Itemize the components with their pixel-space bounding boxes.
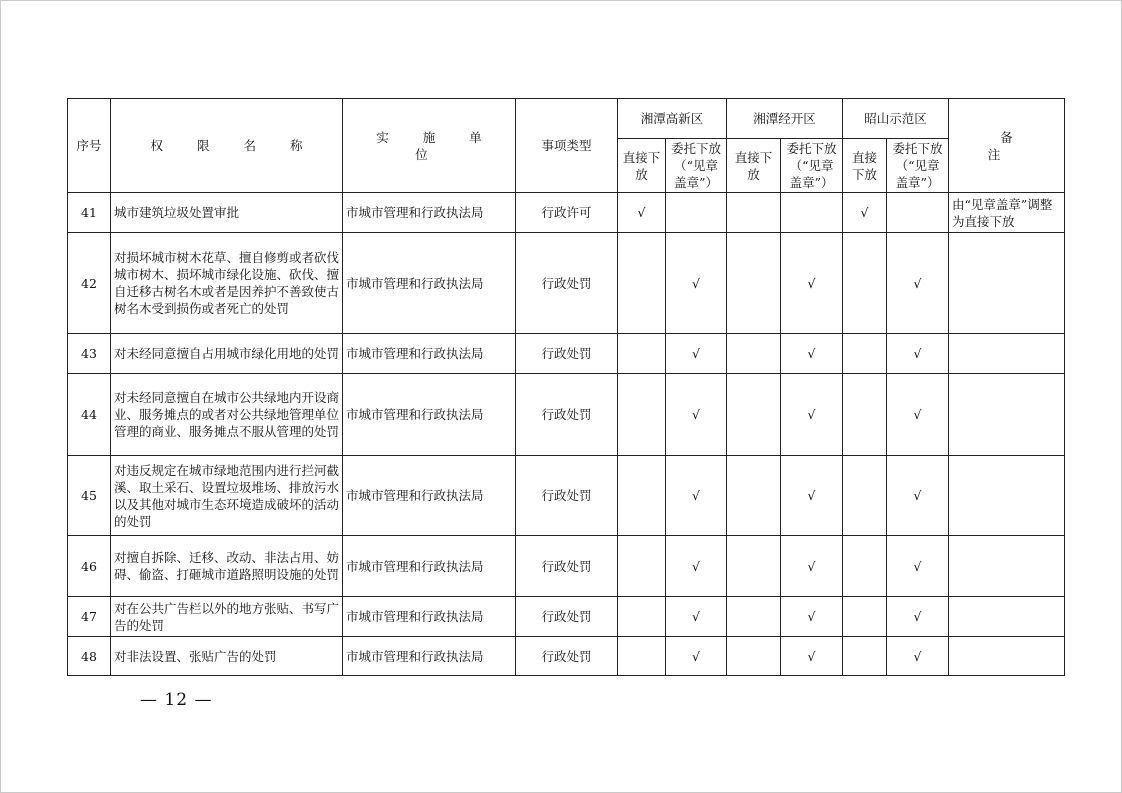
- check-mark: [727, 233, 781, 334]
- check-mark: √: [618, 193, 666, 233]
- row-unit: 市城市管理和行政执法局: [343, 233, 516, 334]
- header-name: 权 限 名 称: [111, 99, 343, 193]
- check-mark: √: [666, 536, 727, 597]
- table-row: [68, 597, 1065, 637]
- row-remark: 由“见章盖章”调整为直接下放: [949, 193, 1065, 233]
- check-mark: √: [887, 456, 949, 536]
- check-mark: [727, 374, 781, 456]
- check-mark: [618, 233, 666, 334]
- check-mark: √: [887, 233, 949, 334]
- check-mark: √: [781, 374, 843, 456]
- check-mark: √: [781, 597, 843, 637]
- check-mark: √: [843, 193, 887, 233]
- page-number: — 12 —: [140, 690, 213, 710]
- row-no: 48: [68, 637, 111, 676]
- row-name: 对未经同意擅自在城市公共绿地内开设商业、服务摊点的或者对公共绿地管理单位管理的商业、服务摊点不服从管理的处罚: [111, 374, 343, 456]
- row-no: 42: [68, 233, 111, 334]
- check-mark: √: [781, 637, 843, 676]
- check-mark: √: [887, 637, 949, 676]
- row-unit: 市城市管理和行政执法局: [343, 536, 516, 597]
- row-no: 47: [68, 597, 111, 637]
- check-mark: √: [887, 536, 949, 597]
- header-entrust: 委托下放（“见章盖章”）: [666, 139, 727, 193]
- header-type: 事项类型: [516, 99, 618, 193]
- check-mark: √: [781, 536, 843, 597]
- row-remark: [949, 637, 1065, 676]
- check-mark: [843, 374, 887, 456]
- row-name: 对非法设置、张贴广告的处罚: [111, 637, 343, 676]
- check-mark: √: [781, 233, 843, 334]
- table-row: [68, 193, 1065, 233]
- table-row: [68, 374, 1065, 456]
- check-mark: [727, 334, 781, 374]
- check-mark: [727, 536, 781, 597]
- row-no: 43: [68, 334, 111, 374]
- header-unit: 实 施 单 位: [343, 99, 516, 193]
- check-mark: [618, 456, 666, 536]
- check-mark: √: [887, 597, 949, 637]
- table-row: [68, 637, 1065, 676]
- row-type: 行政处罚: [516, 637, 618, 676]
- check-mark: [618, 374, 666, 456]
- row-unit: 市城市管理和行政执法局: [343, 374, 516, 456]
- row-type: 行政处罚: [516, 334, 618, 374]
- header-zone-1: 湘潭高新区: [618, 99, 727, 139]
- check-mark: [887, 193, 949, 233]
- row-name: 对在公共广告栏以外的地方张贴、书写广告的处罚: [111, 597, 343, 637]
- check-mark: [727, 637, 781, 676]
- row-no: 46: [68, 536, 111, 597]
- row-name: 对损坏城市树木花草、擅自修剪或者砍伐城市树木、损坏城市绿化设施、砍伐、擅自迁移古树名木或者是因养护不善致使古树名木受到损伤或者死亡的处罚: [111, 233, 343, 334]
- check-mark: √: [666, 374, 727, 456]
- row-remark: [949, 597, 1065, 637]
- check-mark: [781, 193, 843, 233]
- header-zone-3: 昭山示范区: [843, 99, 949, 139]
- row-unit: 市城市管理和行政执法局: [343, 597, 516, 637]
- check-mark: [843, 597, 887, 637]
- check-mark: √: [666, 456, 727, 536]
- table-row: [68, 233, 1065, 334]
- row-remark: [949, 374, 1065, 456]
- row-unit: 市城市管理和行政执法局: [343, 334, 516, 374]
- header-remark: 备 注: [949, 99, 1065, 193]
- check-mark: [843, 637, 887, 676]
- row-type: 行政处罚: [516, 233, 618, 334]
- check-mark: √: [887, 334, 949, 374]
- check-mark: [843, 456, 887, 536]
- header-zone-2: 湘潭经开区: [727, 99, 843, 139]
- header-entrust: 委托下放（“见章盖章”）: [781, 139, 843, 193]
- header-entrust: 委托下放（“见章盖章”）: [887, 139, 949, 193]
- header-no: 序号: [68, 99, 111, 193]
- row-unit: 市城市管理和行政执法局: [343, 456, 516, 536]
- row-remark: [949, 536, 1065, 597]
- row-no: 44: [68, 374, 111, 456]
- header-direct: 直接下放: [618, 139, 666, 193]
- row-type: 行政处罚: [516, 456, 618, 536]
- check-mark: [727, 456, 781, 536]
- row-type: 行政许可: [516, 193, 618, 233]
- table-row: [68, 456, 1065, 536]
- row-name: 城市建筑垃圾处置审批: [111, 193, 343, 233]
- check-mark: [618, 597, 666, 637]
- row-remark: [949, 233, 1065, 334]
- row-unit: 市城市管理和行政执法局: [343, 193, 516, 233]
- row-no: 45: [68, 456, 111, 536]
- check-mark: [618, 637, 666, 676]
- table-row: [68, 536, 1065, 597]
- check-mark: √: [666, 233, 727, 334]
- check-mark: [666, 193, 727, 233]
- check-mark: [843, 334, 887, 374]
- check-mark: [843, 233, 887, 334]
- row-no: 41: [68, 193, 111, 233]
- row-name: 对未经同意擅自占用城市绿化用地的处罚: [111, 334, 343, 374]
- row-remark: [949, 456, 1065, 536]
- check-mark: √: [781, 334, 843, 374]
- header-direct: 直接下放: [727, 139, 781, 193]
- check-mark: [727, 193, 781, 233]
- row-type: 行政处罚: [516, 536, 618, 597]
- check-mark: [618, 536, 666, 597]
- check-mark: √: [666, 637, 727, 676]
- row-name: 对擅自拆除、迁移、改动、非法占用、妨碍、偷盗、打砸城市道路照明设施的处罚: [111, 536, 343, 597]
- row-type: 行政处罚: [516, 374, 618, 456]
- check-mark: [618, 334, 666, 374]
- header-direct: 直接下放: [843, 139, 887, 193]
- row-type: 行政处罚: [516, 597, 618, 637]
- check-mark: √: [887, 374, 949, 456]
- check-mark: [727, 597, 781, 637]
- row-unit: 市城市管理和行政执法局: [343, 637, 516, 676]
- row-remark: [949, 334, 1065, 374]
- authority-table: [67, 98, 1065, 676]
- check-mark: [843, 536, 887, 597]
- check-mark: √: [781, 456, 843, 536]
- row-name: 对违反规定在城市绿地范围内进行拦河截溪、取土采石、设置垃圾堆场、排放污水以及其他对城市生态环境造成破坏的活动的处罚: [111, 456, 343, 536]
- check-mark: √: [666, 597, 727, 637]
- table-row: [68, 334, 1065, 374]
- check-mark: √: [666, 334, 727, 374]
